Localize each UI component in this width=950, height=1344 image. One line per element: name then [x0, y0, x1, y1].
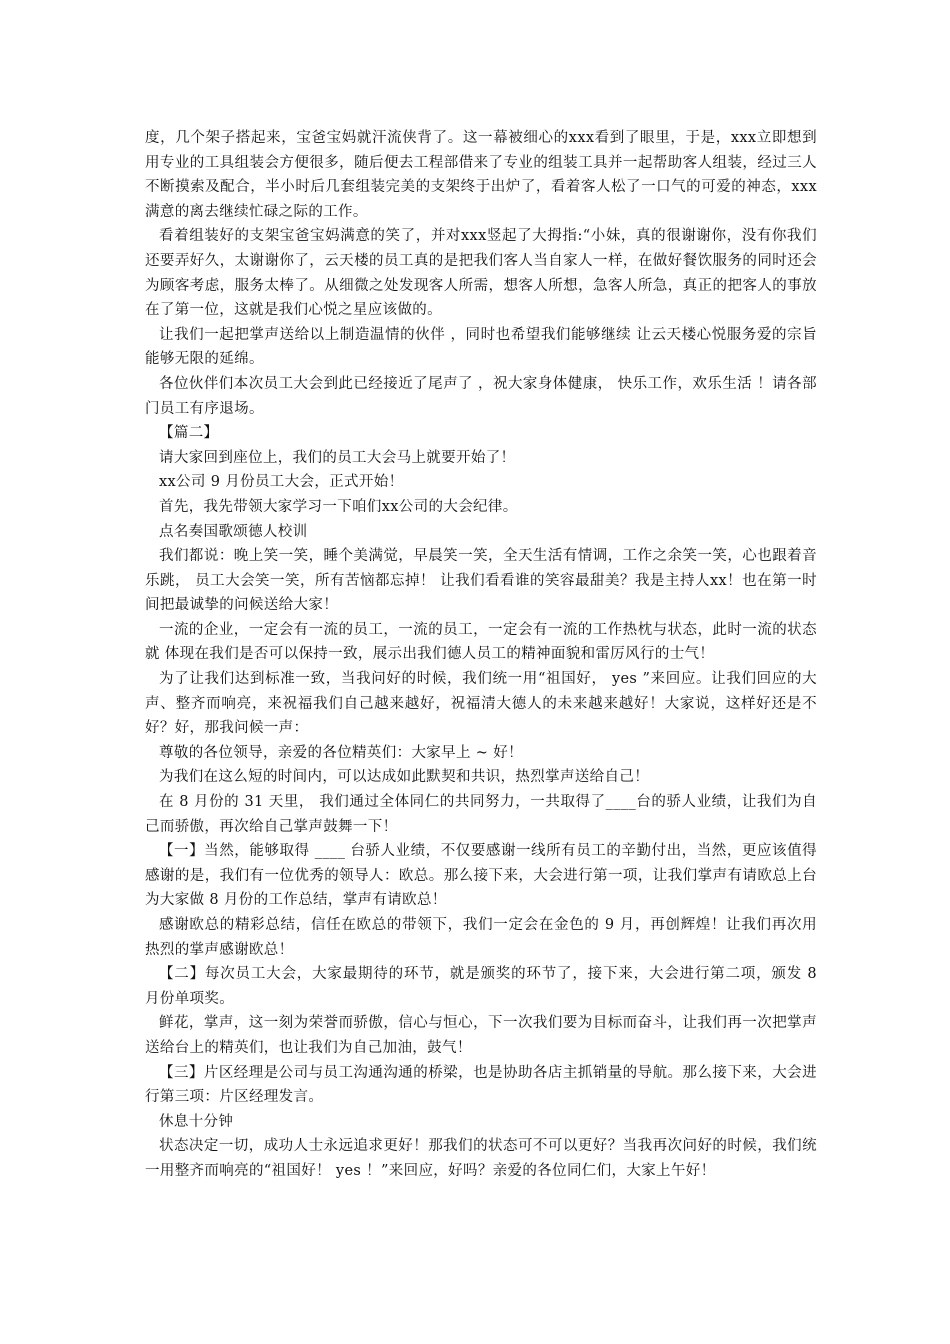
paragraph: 为了让我们达到标准一致，当我问好的时候，我们统一用“祖国好， yes ”来回应。让我们回应的大声、整齐而响亮，来祝福我们自己越来越好，祝福清大德人的未来越来越好！大家说，这样好还是不好？好，那我问候一声：	[145, 671, 817, 737]
paragraph: 各位伙伴们本次员工大会到此已经接近了尾声了 ，祝大家身体健康， 快乐工作，欢乐生活 ！请各部门员工有序退场。	[145, 375, 817, 417]
paragraph: 为我们在这么短的时间内，可以达成如此默契和共识，热烈掌声送给自己！	[159, 769, 650, 786]
paragraph: 状态决定一切，成功人士永远追求更好！那我们的状态可不可以更好？当我再次问好的时候，我们统一用整齐而响亮的“祖国好！ yes ！”来回应，好吗？亲爱的各位同仁们，大家上午好！	[145, 1138, 817, 1179]
paragraph: 尊敬的各位领导，亲爱的各位精英们：大家早上 ~ 好！	[159, 744, 523, 761]
paragraph: 鲜花，掌声，这一刻为荣誉而骄傲，信心与恒心，下一次我们要为目标而奋斗，让我们再一次把掌声送给台上的精英们，也让我们为自己加油，鼓气！	[145, 1015, 817, 1056]
paragraph: 【三】片区经理是公司与员工沟通沟通的桥梁，也是协助各店主抓销量的导航。那么接下来，大会进行第三项：片区经理发言。	[145, 1064, 817, 1106]
document-body	[145, 126, 817, 1184]
paragraph: 让我们一起把掌声送给以上制造温情的伙伴 ，同时也希望我们能够继续 让云天楼心悦服务爱的宗旨能够无限的延绵。	[145, 326, 817, 368]
paragraph: 感谢欧总的精彩总结，信任在欧总的带领下，我们一定会在金色的 9 月，再创辉煌！让我们再次用热烈的掌声感谢欧总！	[145, 917, 817, 958]
paragraph: 休息十分钟	[159, 1113, 234, 1130]
paragraph: 点名奏国歌颂德人校训	[159, 523, 308, 540]
paragraph: 【一】当然，能够取得 ____ 台骄人业绩，不仅要感谢一线所有员工的辛勤付出，当然，更应该值得感谢的是，我们有一位优秀的领导人：欧总。那么接下来，大会进行第一项，让我们掌声有请欧总上台为大家做 8 月份的工作总结，掌声有请欧总！	[145, 843, 817, 909]
paragraph: 度，几个架子搭起来，宝爸宝妈就汗流侠背了。这一幕被细心的xxx看到了眼里，于是，xxx立即想到用专业的工具组装会方便很多，随后便去工程部借来了专业的组装工具并一起帮助客人组装，经过三人不断摸索及配合，半小时后几套组装完美的支架终于出炉了，看着客人松了一口气的可爱的神态，xxx满意的离去继续忙碌之际的工作。	[145, 130, 817, 220]
paragraph: xx公司 9 月份员工大会，正式开始！	[159, 474, 404, 491]
paragraph: 看着组装好的支架宝爸宝妈满意的笑了，并对xxx竖起了大拇指:“小妹，真的很谢谢你，没有你我们还要弄好久，太谢谢你了，云天楼的员工真的是把我们客人当自家人一样，在做好餐饮服务的同时还会为顾客考虑，服务太棒了。从细微之处发现客人所需，想客人所想，急客人所急，真正的把客人的事放在了第一位，这就是我们心悦之星应该做的。	[145, 228, 817, 319]
paragraph: 一流的企业，一定会有一流的员工，一流的员工，一定会有一流的工作热枕与状态，此时一流的状态 就 体现在我们是否可以保持一致，展示出我们德人员工的精神面貌和雷厉风行的士气！	[145, 621, 817, 663]
paragraph: 我们都说：晚上笑一笑，睡个美满觉，早晨笑一笑，全天生活有情调，工作之余笑一笑，心也跟着音乐跳， 员工大会笑一笑，所有苦恼都忘掉！ 让我们看看谁的笑容最甜美？我是主持人xx！也在第一时间把最诚挚的问候送给大家！	[145, 548, 817, 614]
paragraph: 首先，我先带领大家学习一下咱们xx公司的大会纪律。	[159, 498, 518, 515]
section-heading: 【篇二】	[159, 425, 219, 442]
paragraph: 请大家回到座位上，我们的员工大会马上就要开始了！	[159, 449, 516, 466]
paragraph: 【二】每次员工大会，大家最期待的环节，就是颁奖的环节了，接下来，大会进行第二项，颁发 8 月份单项奖。	[145, 966, 817, 1007]
paragraph: 在 8 月份的 31 天里， 我们通过全体同仁的共同努力，一共取得了____台的骄人业绩，让我们为自己而骄傲，再次给自己掌声鼓舞一下！	[145, 794, 817, 835]
